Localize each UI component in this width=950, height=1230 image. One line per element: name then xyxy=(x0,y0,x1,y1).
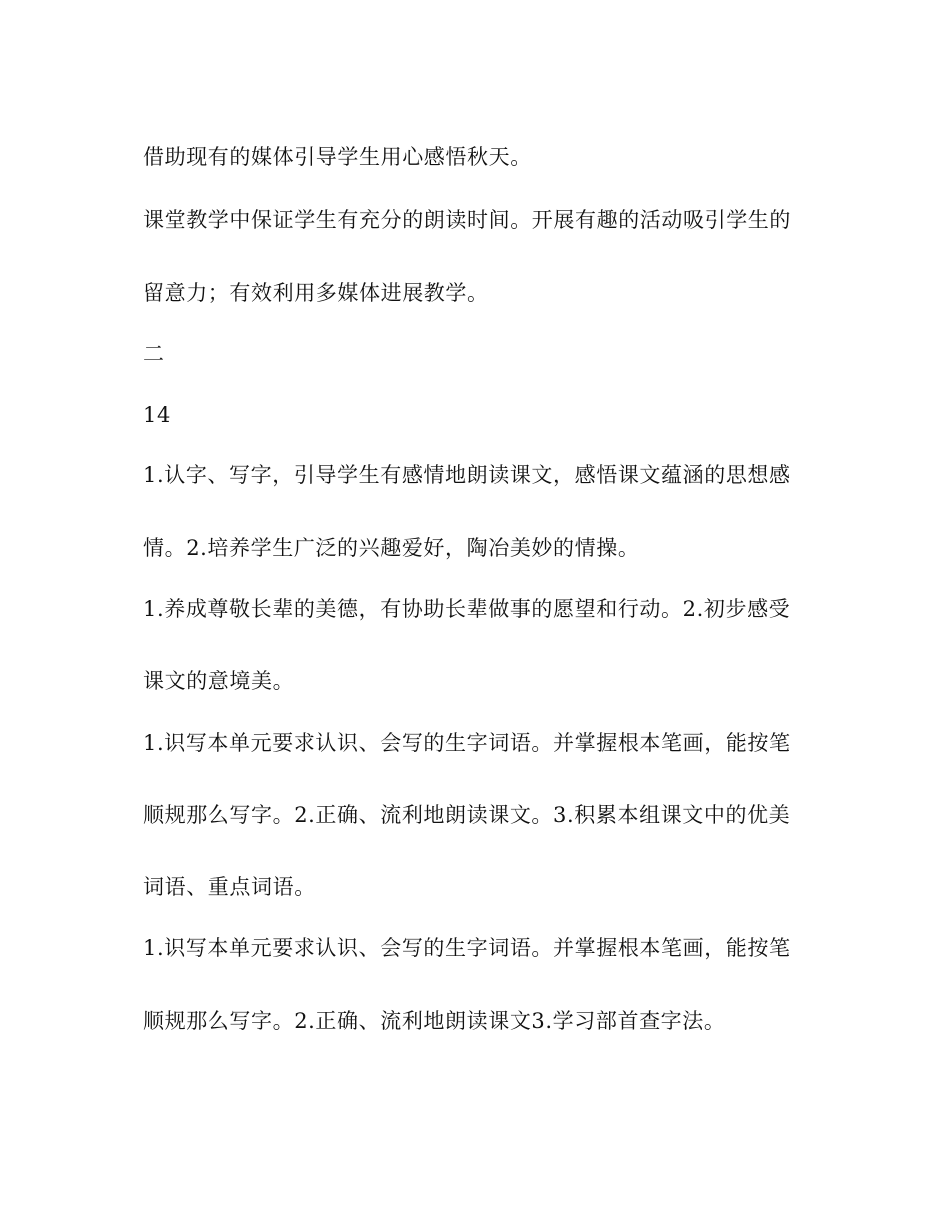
text-line: 留意力；有效利用多媒体进展教学。 xyxy=(143,281,489,305)
text-line: 顺规那么写字。2.正确、流利地朗读课文。3.积累本组课文中的优美 xyxy=(143,803,791,827)
text-line: 1.识写本单元要求认识、会写的生字词语。并掌握根本笔画，能按笔 xyxy=(143,936,791,960)
text-line: 词语、重点词语。 xyxy=(143,875,316,899)
text-line: 情。2.培养学生广泛的兴趣爱好，陶冶美妙的情操。 xyxy=(143,536,640,560)
text-line: 1.养成尊敬长辈的美德，有协助长辈做事的愿望和行动。2.初步感受 xyxy=(143,597,791,621)
text-line: 课文的意境美。 xyxy=(143,669,295,693)
section-number: 二 xyxy=(143,342,165,366)
text-line: 课堂教学中保证学生有充分的朗读时间。开展有趣的活动吸引学生的 xyxy=(143,208,791,232)
lesson-number: 14 xyxy=(143,403,171,427)
text-line: 1.识写本单元要求认识、会写的生字词语。并掌握根本笔画，能按笔 xyxy=(143,731,791,755)
text-line: 借助现有的媒体引导学生用心感悟秋天。 xyxy=(143,145,532,169)
text-line: 1.认字、写字，引导学生有感情地朗读课文，感悟课文蕴涵的思想感 xyxy=(143,463,791,487)
text-line: 顺规那么写字。2.正确、流利地朗读课文3.学习部首查字法。 xyxy=(143,1009,726,1033)
